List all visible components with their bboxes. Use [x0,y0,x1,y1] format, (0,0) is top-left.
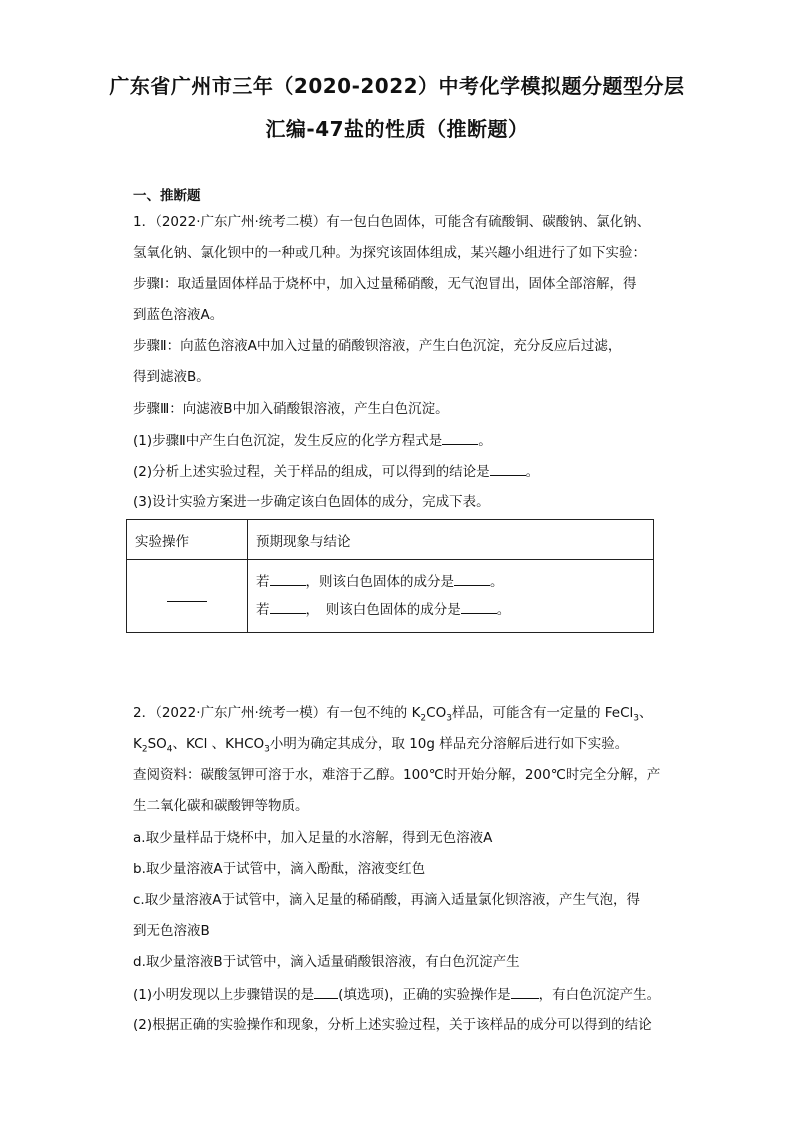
q2-text: 2．（2022·广东广州·统考一模）有一包不纯的 K [133,705,421,721]
q1-line-5: 步骤Ⅱ：向蓝色溶液A中加入过量的硝酸钡溶液，产生白色沉淀，充分反应后过滤， [133,338,622,354]
subscript: 4 [166,744,173,755]
table-cell-conclusion [248,560,654,633]
doc-title-line-1: 广东省广州市三年（2020-2022）中考化学模拟题分题型分层 [109,74,685,98]
q2-part-2: (2)根据正确的实验操作和现象，分析上述实验过程，关于该样品的成分可以得到的结论 [133,1017,652,1033]
q2-part-1-text: (1)小明发现以上步骤错误的是 [133,987,315,1003]
cond-middle: ，则该白色固体的成分是 [305,574,454,590]
table-header-cell [248,520,654,560]
answer-blank[interactable] [490,461,526,476]
cond-end: 。 [496,602,511,618]
q1-part-2 [133,461,539,482]
table-header-row [127,520,654,560]
cond-end: 。 [490,574,504,590]
q1-part-1 [133,430,492,451]
subscript: 3 [264,744,270,755]
answer-blank[interactable] [442,430,478,445]
subscript: 2 [420,713,427,724]
q2-line-1 [133,703,653,729]
section-heading: 一、推断题 [133,188,201,204]
q1-part-3: (3)设计实验方案进一步确定该白色固体的成分，完成下表。 [133,494,490,510]
subscript: 3 [446,713,452,724]
answer-blank[interactable] [167,587,207,602]
q1-part-1-text: (1)步骤Ⅱ中产生白色沉淀，发生反应的化学方程式是 [133,433,443,449]
q1-line-1: 1．（2022·广东广州·统考二模）有一包白色固体，可能含有硫酸铜、碳酸钠、氯化钠、 [133,214,651,230]
conclusion-line-1 [248,571,653,593]
q2-part-1 [133,984,660,1005]
doc-title-line-2: 汇编-47盐的性质（推断题） [265,117,529,141]
experiment-table [126,519,654,633]
cond-prefix: 若 [256,602,270,618]
conclusion-line-2 [248,599,653,621]
table-header-cell [127,520,248,560]
q1-line-7: 步骤Ⅲ：向滤液B中加入硝酸银溶液，产生白色沉淀。 [133,401,449,417]
q2-step-d: d.取少量溶液B于试管中，滴入适量硝酸银溶液，有白色沉淀产生 [133,954,520,970]
subscript: 2 [141,744,148,755]
q2-text: 小明为确定其成分，取 10g 样品充分溶解后进行如下实验。 [269,736,629,752]
table-cell-operation [127,560,248,633]
q2-text: K [133,736,142,752]
answer-blank[interactable] [314,984,338,999]
q2-step-c-1: c.取少量溶液A于试管中，滴入足量的稀硝酸，再滴入适量氯化钡溶液，产生气泡，得 [133,892,640,908]
q2-step-b: b.取少量溶液A于试管中，滴入酚酞，溶液变红色 [133,861,426,877]
q1-line-4: 到蓝色溶液A。 [133,307,224,323]
answer-blank[interactable] [270,571,306,586]
q2-line-4: 生二氧化碳和碳酸钾等物质。 [133,798,309,814]
answer-blank[interactable] [511,984,539,999]
q2-part-1-text: (填选项)，正确的实验操作是 [338,987,511,1003]
q1-part-2-end: 。 [525,464,540,480]
header-operation: 实验操作 [135,533,189,550]
q2-text: SO [147,736,167,752]
q1-line-2: 氢氧化钠、氯化钡中的一种或几种。为探究该固体组成，某兴趣小组进行了如下实验： [133,245,646,261]
q2-line-2 [133,734,628,760]
q2-text: 、KCl 、KHCO [172,736,265,752]
q1-part-2-text: (2)分析上述实验过程，关于样品的组成，可以得到的结论是 [133,464,490,480]
q2-text: 、 [639,705,653,721]
q1-part-1-end: 。 [478,433,492,449]
q2-step-c-2: 到无色溶液B [133,923,210,939]
q2-line-3: 查阅资料：碳酸氢钾可溶于水，难溶于乙醇。100℃时开始分解，200℃时完全分解，产 [133,767,661,783]
q2-text: 样品，可能含有一定量的 FeCl [451,705,634,721]
answer-blank[interactable] [454,571,490,586]
q2-step-a: a.取少量样品于烧杯中，加入足量的水溶解，得到无色溶液A [133,830,493,846]
q2-text: CO [426,705,447,721]
q2-part-1-text: ，有白色沉淀产生。 [538,987,661,1003]
answer-blank[interactable] [461,599,497,614]
header-phenomenon: 预期现象与结论 [256,533,351,550]
cond-prefix: 若 [256,574,270,590]
q1-line-6: 得到滤液B。 [133,369,210,385]
answer-blank[interactable] [270,599,306,614]
subscript: 3 [633,713,639,724]
q1-line-3: 步骤Ⅰ：取适量固体样品于烧杯中，加入过量稀硝酸，无气泡冒出，固体全部溶解，得 [133,276,637,292]
cond-middle: ， 则该白色固体的成分是 [305,602,461,618]
table-row [127,560,654,633]
